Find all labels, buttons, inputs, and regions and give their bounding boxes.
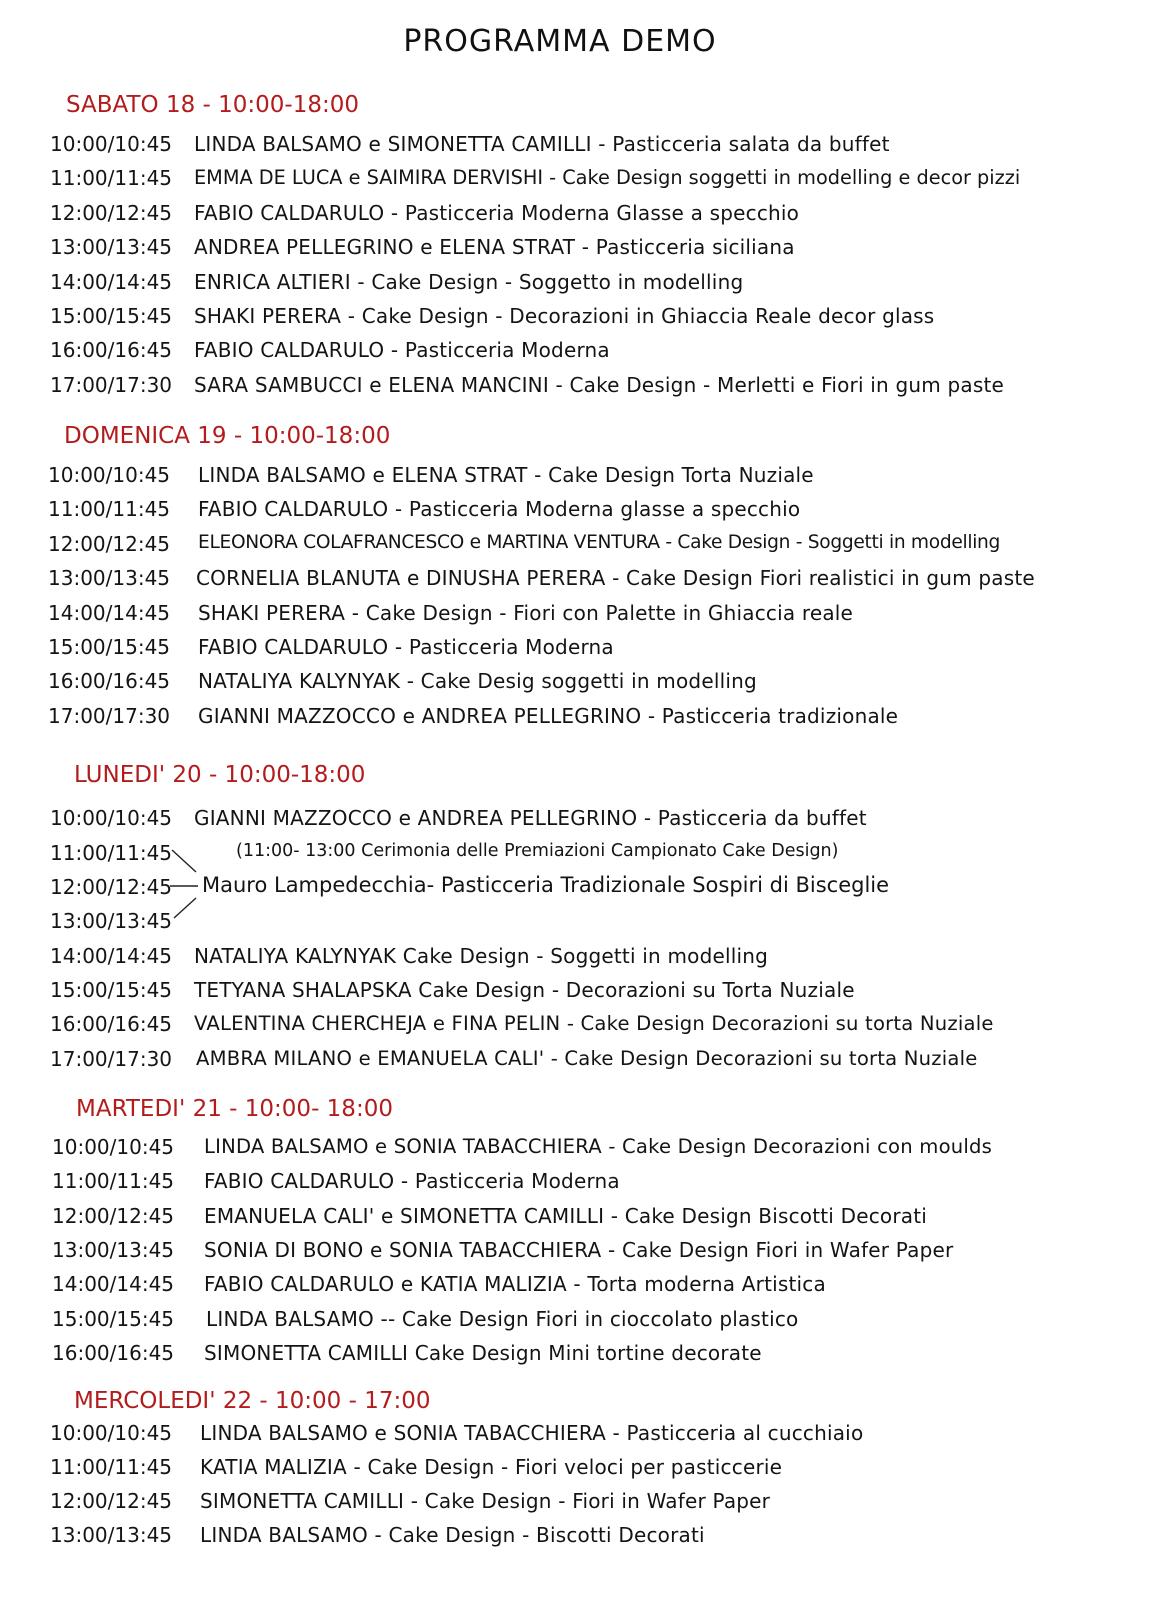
time-slot: 15:00/15:45 — [50, 978, 173, 1002]
day-header-mercoledi: MERCOLEDI' 22 - 10:00 - 17:00 — [74, 1388, 431, 1414]
schedule-row — [0, 1204, 1158, 1234]
demo-description: NATALIYA KALYNYAK - Cake Desig soggetti in modelling — [198, 669, 757, 693]
schedule-row — [0, 704, 1158, 734]
demo-description: NATALIYA KALYNYAK Cake Design - Soggetti in modelling — [194, 944, 769, 968]
schedule-row — [0, 1455, 1158, 1485]
demo-description: SHAKI PERERA - Cake Design - Decorazioni in Ghiaccia Reale decor glass — [194, 304, 935, 328]
time-slot: 12:00/12:45 — [50, 201, 173, 225]
schedule-row — [0, 373, 1158, 403]
time-slot: 14:00/14:45 — [50, 944, 173, 968]
day-header-domenica: DOMENICA 19 - 10:00-18:00 — [64, 423, 391, 449]
time-slot: 16:00/16:45 — [50, 338, 173, 362]
time-slot: 14:00/14:45 — [48, 601, 171, 625]
demo-description: ENRICA ALTIERI - Cake Design - Soggetto in modelling — [194, 270, 744, 294]
time-slot: 10:00/10:45 — [48, 463, 171, 487]
time-slot: 16:00/16:45 — [48, 669, 171, 693]
schedule-row — [0, 1307, 1158, 1337]
schedule-row — [0, 1012, 1158, 1042]
schedule-row — [0, 1489, 1158, 1519]
schedule-row — [0, 978, 1158, 1008]
demo-description: LINDA BALSAMO e SIMONETTA CAMILLI - Pasticceria salata da buffet — [194, 132, 890, 156]
demo-description: VALENTINA CHERCHEJA e FINA PELIN - Cake Design Decorazioni su torta Nuziale — [194, 1012, 994, 1035]
demo-description: CORNELIA BLANUTA e DINUSHA PERERA - Cake Design Fiori realistici in gum paste — [196, 566, 1035, 590]
time-slot: 11:00/11:45 — [50, 1455, 173, 1479]
time-slot: 10:00/10:45 — [52, 1135, 175, 1159]
block-event: Mauro Lampedecchia- Pasticceria Tradizionale Sospiri di Bisceglie — [202, 873, 890, 897]
demo-description: FABIO CALDARULO - Pasticceria Moderna Glasse a specchio — [194, 201, 800, 225]
demo-description: FABIO CALDARULO - Pasticceria Moderna — [204, 1169, 620, 1193]
demo-description: SIMONETTA CAMILLI Cake Design Mini tortine decorate — [204, 1341, 762, 1365]
time-slot: 13:00/13:45 — [50, 909, 173, 933]
schedule-row — [0, 338, 1158, 368]
demo-description: AMBRA MILANO e EMANUELA CALI' - Cake Design Decorazioni su torta Nuziale — [196, 1047, 978, 1070]
schedule-row — [0, 1135, 1158, 1165]
page-title: PROGRAMMA DEMO — [403, 24, 717, 59]
demo-description: EMANUELA CALI' e SIMONETTA CAMILLI - Cake Design Biscotti Decorati — [204, 1204, 928, 1228]
day-header-sabato: SABATO 18 - 10:00-18:00 — [66, 92, 360, 118]
schedule-row — [0, 944, 1158, 974]
time-slot: 17:00/17:30 — [48, 704, 171, 728]
day-header-lunedi: LUNEDI' 20 - 10:00-18:00 — [74, 762, 366, 788]
schedule-row — [0, 270, 1158, 300]
demo-description: LINDA BALSAMO e ELENA STRAT - Cake Design Torta Nuziale — [198, 463, 814, 487]
time-slot: 10:00/10:45 — [50, 806, 173, 830]
time-slot: 10:00/10:45 — [50, 132, 173, 156]
demo-description: SARA SAMBUCCI e ELENA MANCINI - Cake Design - Merletti e Fiori in gum paste — [194, 373, 1004, 397]
demo-description: LINDA BALSAMO e SONIA TABACCHIERA - Pasticceria al cucchiaio — [200, 1421, 864, 1445]
time-slot: 11:00/11:45 — [50, 166, 173, 190]
demo-description: ELEONORA COLAFRANCESCO e MARTINA VENTURA - Cake Design - Soggetti in modelling — [198, 532, 1001, 553]
ceremony-note: (11:00- 13:00 Cerimonia delle Premiazioni Campionato Cake Design) — [236, 841, 839, 861]
demo-description: FABIO CALDARULO e KATIA MALIZIA - Torta moderna Artistica — [204, 1272, 826, 1296]
schedule-row — [0, 1421, 1158, 1451]
demo-description: EMMA DE LUCA e SAIMIRA DERVISHI - Cake Design soggetti in modelling e decor pizzi — [194, 166, 1021, 189]
schedule-row — [0, 201, 1158, 231]
bracket-connector — [168, 848, 202, 920]
schedule-row — [0, 304, 1158, 334]
demo-description: ANDREA PELLEGRINO e ELENA STRAT - Pasticceria siciliana — [194, 235, 795, 259]
day-header-martedi: MARTEDI' 21 - 10:00- 18:00 — [76, 1096, 393, 1122]
schedule-row — [0, 166, 1158, 196]
time-slot: 11:00/11:45 — [48, 497, 171, 521]
schedule-row — [0, 532, 1158, 562]
schedule-row — [0, 566, 1158, 596]
time-slot: 14:00/14:45 — [52, 1272, 175, 1296]
demo-description: LINDA BALSAMO - Cake Design - Biscotti Decorati — [200, 1523, 705, 1547]
demo-description: SHAKI PERERA - Cake Design - Fiori con Palette in Ghiaccia reale — [198, 601, 854, 625]
schedule-row — [0, 1523, 1158, 1553]
demo-description: SONIA DI BONO e SONIA TABACCHIERA - Cake Design Fiori in Wafer Paper — [204, 1238, 954, 1262]
schedule-row — [0, 1047, 1158, 1077]
demo-description: TETYANA SHALAPSKA Cake Design - Decorazioni su Torta Nuziale — [194, 978, 855, 1002]
time-slot: 14:00/14:45 — [50, 270, 173, 294]
schedule-row — [0, 463, 1158, 493]
time-slot: 15:00/15:45 — [50, 304, 173, 328]
time-slot: 11:00/11:45 — [52, 1169, 175, 1193]
time-slot: 10:00/10:45 — [50, 1421, 173, 1445]
time-slot: 13:00/13:45 — [52, 1238, 175, 1262]
demo-description: LINDA BALSAMO e SONIA TABACCHIERA - Cake Design Decorazioni con moulds — [204, 1135, 993, 1158]
schedule-row — [0, 235, 1158, 265]
demo-description: SIMONETTA CAMILLI - Cake Design - Fiori in Wafer Paper — [200, 1489, 771, 1513]
time-slot: 13:00/13:45 — [48, 566, 171, 590]
schedule-row — [0, 806, 1158, 836]
schedule-row — [0, 669, 1158, 699]
schedule-row — [0, 497, 1158, 527]
schedule-row — [0, 1169, 1158, 1199]
demo-description: GIANNI MAZZOCCO e ANDREA PELLEGRINO - Pasticceria da buffet — [194, 806, 867, 830]
time-slot: 16:00/16:45 — [50, 1012, 173, 1036]
time-slot: 12:00/12:45 — [52, 1204, 175, 1228]
schedule-row — [0, 635, 1158, 665]
time-slot: 13:00/13:45 — [50, 1523, 173, 1547]
time-slot: 17:00/17:30 — [50, 1047, 173, 1071]
schedule-row — [0, 1238, 1158, 1268]
time-slot: 13:00/13:45 — [50, 235, 173, 259]
time-slot: 17:00/17:30 — [50, 373, 173, 397]
demo-description: FABIO CALDARULO - Pasticceria Moderna — [194, 338, 610, 362]
time-slot: 16:00/16:45 — [52, 1341, 175, 1365]
schedule-row — [0, 601, 1158, 631]
demo-description: KATIA MALIZIA - Cake Design - Fiori veloci per pasticcerie — [200, 1455, 783, 1479]
time-slot: 12:00/12:45 — [50, 875, 173, 899]
time-slot: 11:00/11:45 — [50, 841, 173, 865]
demo-description: LINDA BALSAMO -- Cake Design Fiori in cioccolato plastico — [206, 1307, 799, 1331]
time-slot: 12:00/12:45 — [48, 532, 171, 556]
schedule-row — [0, 132, 1158, 162]
time-slot: 15:00/15:45 — [52, 1307, 175, 1331]
time-slot: 12:00/12:45 — [50, 1489, 173, 1513]
time-slot: 15:00/15:45 — [48, 635, 171, 659]
demo-description: FABIO CALDARULO - Pasticceria Moderna glasse a specchio — [198, 497, 801, 521]
schedule-row — [0, 1341, 1158, 1371]
demo-description: GIANNI MAZZOCCO e ANDREA PELLEGRINO - Pasticceria tradizionale — [198, 704, 899, 728]
schedule-row — [0, 1272, 1158, 1302]
demo-description: FABIO CALDARULO - Pasticceria Moderna — [198, 635, 614, 659]
